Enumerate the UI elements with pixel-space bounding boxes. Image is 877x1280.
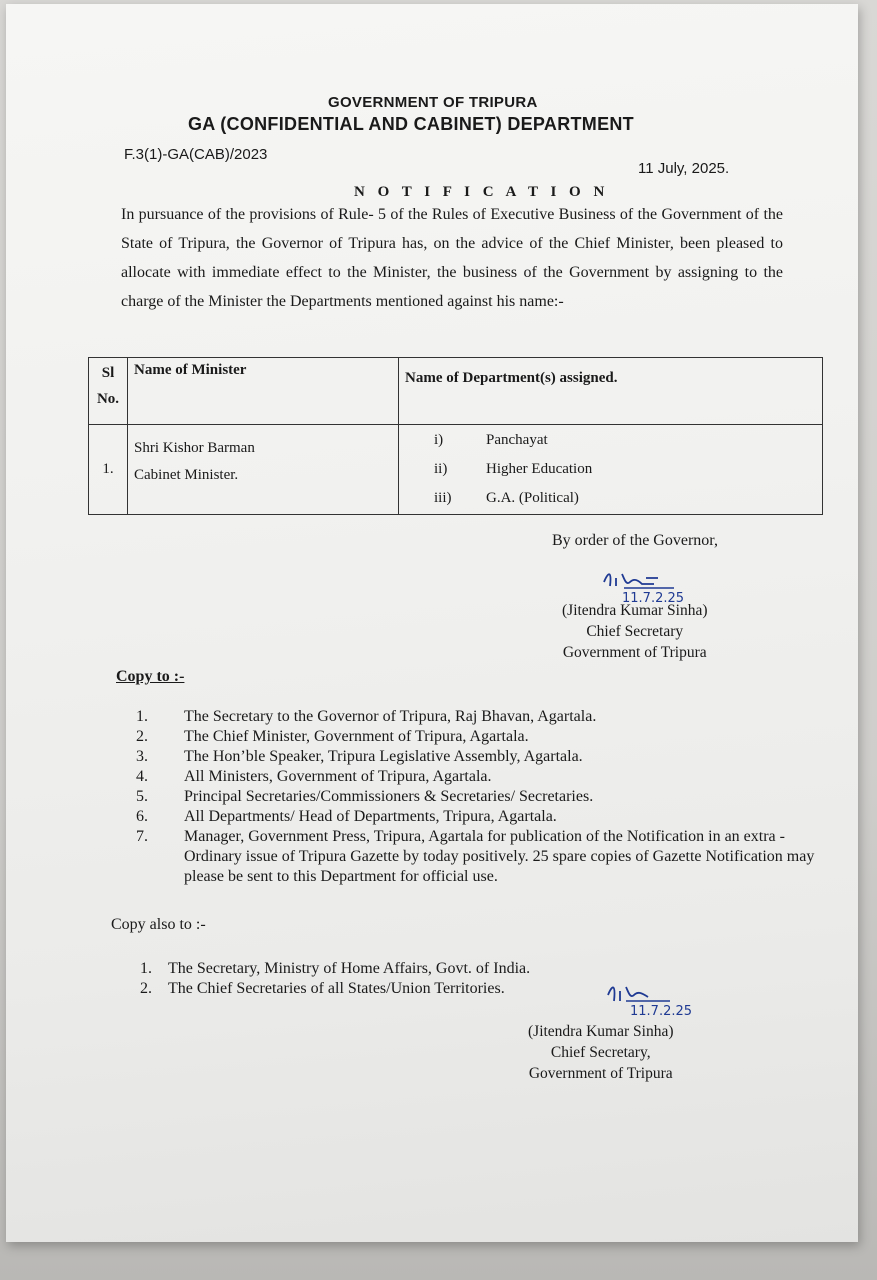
list-item-number: 1. <box>140 960 152 977</box>
department-item <box>400 455 821 484</box>
list-item-number: 2. <box>140 980 152 997</box>
signatory-organisation: Government of Tripura <box>528 1065 673 1082</box>
department-name: Higher Education <box>486 461 593 477</box>
signatory-designation: Chief Secretary <box>586 623 684 640</box>
signature-mark-2 <box>598 979 768 1019</box>
signatory-block-2 <box>528 1021 674 1084</box>
list-item <box>136 727 816 747</box>
list-item <box>136 827 816 887</box>
row-sl: 1. <box>89 425 128 515</box>
list-item-text: The Chief Minister, Government of Tripura, Agartala. <box>184 728 529 745</box>
list-item-number: 7. <box>136 828 148 845</box>
list-item <box>140 979 530 999</box>
list-item <box>136 707 816 727</box>
list-item-number: 3. <box>136 748 148 765</box>
department-name: G.A. (Political) <box>486 490 579 506</box>
list-item-number: 5. <box>136 788 148 805</box>
list-item-text: The Chief Secretaries of all States/Union Territories. <box>168 980 505 997</box>
header-sl-line1: Sl <box>101 365 115 381</box>
list-item-number: 2. <box>136 728 148 745</box>
department-name: Panchayat <box>486 432 548 448</box>
table-header-row <box>89 358 823 425</box>
by-order-line: By order of the Governor, <box>552 532 718 549</box>
file-number: F.3(1)-GA(CAB)/2023 <box>124 146 268 163</box>
document-page <box>6 4 858 1242</box>
department-item <box>400 426 821 455</box>
copy-also-to-heading: Copy also to :- <box>111 916 206 933</box>
list-item-text: All Ministers, Government of Tripura, Agartala. <box>184 768 492 785</box>
list-item-text: Principal Secretaries/Commissioners & Secretaries/ Secretaries. <box>184 788 594 805</box>
document-date: 11 July, 2025. <box>638 160 730 177</box>
department-item <box>400 484 821 513</box>
signatory-block-1 <box>562 600 708 663</box>
signatory-name: (Jitendra Kumar Sinha) <box>528 1023 674 1040</box>
header-sl-line2: No. <box>96 391 120 407</box>
row-departments <box>399 425 823 515</box>
signatory-designation: Chief Secretary, <box>550 1044 651 1061</box>
list-item <box>136 807 816 827</box>
list-item <box>136 787 816 807</box>
notification-title: N O T I F I C A T I O N <box>354 184 609 200</box>
header-sl-no <box>89 358 128 425</box>
body-paragraph: In pursuance of the provisions of Rule- 5 of the Rules of Executive Business of the Government of the State of Tripura, the Governor of Tripura has, on the advice of the Chief Minister, been pleased to allocate with immediate effect to the Minister, the business of the Government by assigning to the charge of the Minister the Departments mentioned against his name:- <box>121 206 783 310</box>
minister-allocation-table <box>88 357 823 515</box>
signature-mark-1 <box>594 564 764 604</box>
row-minister <box>128 425 399 515</box>
list-item-text: The Secretary, Ministry of Home Affairs, Govt. of India. <box>168 960 531 977</box>
list-item-number: 1. <box>136 708 148 725</box>
list-item-text: All Departments/ Head of Departments, Tripura, Agartala. <box>184 808 557 825</box>
copy-to-list <box>136 707 816 887</box>
department-number: iii) <box>434 490 452 506</box>
list-item-text: Manager, Government Press, Tripura, Agartala for publication of the Notification in an extra - Ordinary issue of Tripura Gazette by today positively. 25 spare copies of Gazette Notification may please be sent to this Department for official use. <box>184 828 815 885</box>
list-item <box>140 959 530 979</box>
table-row <box>89 425 823 515</box>
copy-also-to-list <box>140 959 530 999</box>
list-item-number: 4. <box>136 768 148 785</box>
signature-date-1: 11.7.2.25 <box>622 591 685 604</box>
department-number: ii) <box>434 461 448 477</box>
notification-body <box>121 200 783 316</box>
department-heading: GA (CONFIDENTIAL AND CABINET) DEPARTMENT <box>188 114 634 134</box>
list-item <box>136 747 816 767</box>
list-item-text: The Hon’ble Speaker, Tripura Legislative Assembly, Agartala. <box>184 748 583 765</box>
signatory-name: (Jitendra Kumar Sinha) <box>562 602 708 619</box>
signature-date-2: 11.7.2.25 <box>630 1004 693 1019</box>
list-item-number: 6. <box>136 808 148 825</box>
government-heading: GOVERNMENT OF TRIPURA <box>328 94 538 111</box>
copy-to-heading: Copy to :- <box>116 668 185 685</box>
header-minister-name: Name of Minister <box>128 358 399 425</box>
department-number: i) <box>434 432 444 448</box>
minister-name: Shri Kishor Barman <box>134 440 255 456</box>
list-item <box>136 767 816 787</box>
header-departments: Name of Department(s) assigned. <box>399 358 823 425</box>
list-item-text: The Secretary to the Governor of Tripura, Raj Bhavan, Agartala. <box>184 708 597 725</box>
signatory-organisation: Government of Tripura <box>562 644 707 661</box>
minister-title: Cabinet Minister. <box>134 467 239 483</box>
